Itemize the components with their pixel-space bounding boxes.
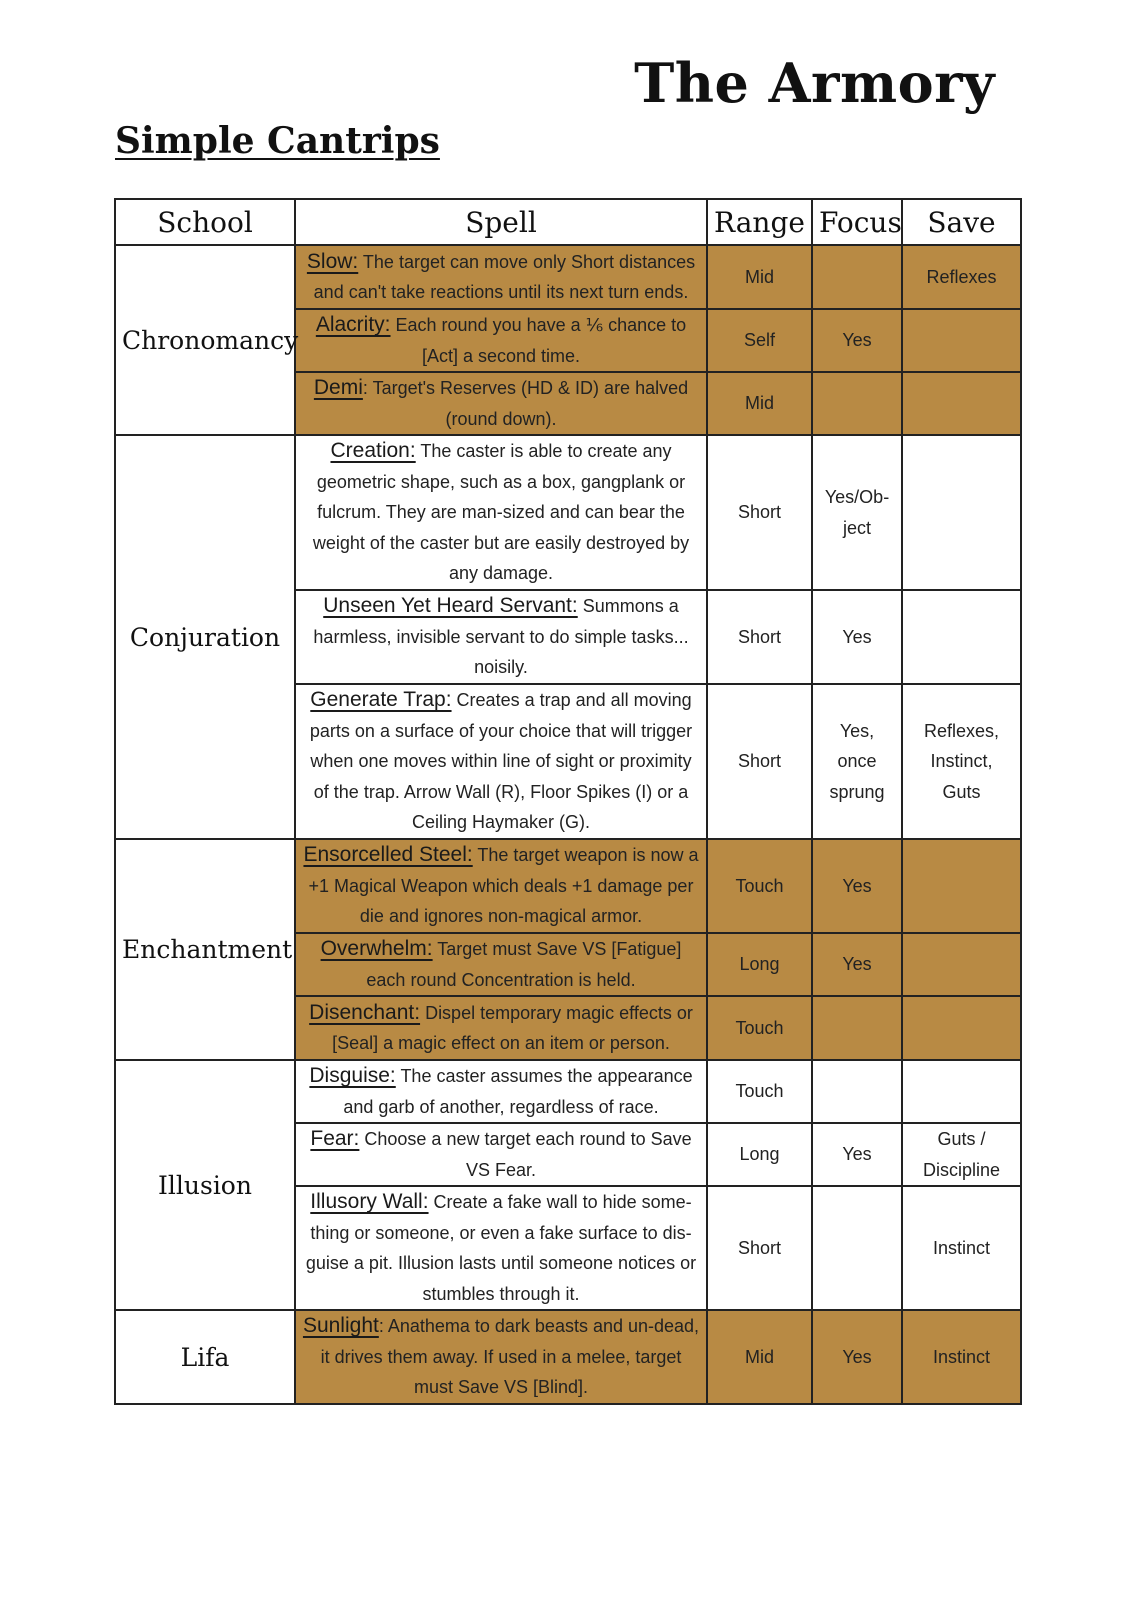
range-cell: Mid <box>707 245 812 309</box>
save-cell: Reflexes, Instinct, Guts <box>902 684 1021 839</box>
range-cell: Long <box>707 1123 812 1186</box>
spell-description: Creates a trap and all moving parts on a surface of your choice that will trigger when one moves within line of sight or proximity of the trap. Arrow Wall (R), Floor Spikes (I) or a Ceiling Haymaker (G). <box>309 690 693 833</box>
save-cell: Instinct <box>902 1310 1021 1404</box>
save-cell <box>902 933 1021 996</box>
spell-name: Disenchant: <box>309 1000 421 1024</box>
range-cell: Short <box>707 1186 812 1310</box>
spell-name: Alacrity: <box>315 313 391 336</box>
focus-cell: Yes <box>812 1123 902 1186</box>
spell-cell <box>295 996 707 1060</box>
spell-cell <box>295 309 707 372</box>
range-cell: Touch <box>707 996 812 1060</box>
focus-cell <box>812 996 902 1060</box>
spell-cell <box>295 839 707 933</box>
focus-cell: Yes, once sprung <box>812 684 902 839</box>
save-cell <box>902 996 1021 1060</box>
spell-description: Each round you have a ⅙ chance to [Act] a second time. <box>390 315 687 366</box>
focus-cell: Yes/Ob-ject <box>812 435 902 590</box>
spell-description: : Target's Reserves (HD & ID) are halved (round down). <box>362 378 689 429</box>
range-cell: Touch <box>707 839 812 933</box>
school-cell-chronomancy: Chronomancy <box>115 245 295 435</box>
spell-description: Choose a new target each round to Save VS Fear. <box>359 1129 692 1180</box>
spell-name: Slow: <box>306 249 359 273</box>
save-cell <box>902 309 1021 372</box>
save-cell: Instinct <box>902 1186 1021 1310</box>
section-title: Simple Cantrips <box>115 120 440 162</box>
spell-name: Illusory Wall: <box>310 1190 429 1213</box>
spell-name: Demi <box>313 376 363 399</box>
table-header-row <box>115 199 1021 245</box>
table-row <box>115 245 1021 309</box>
save-cell <box>902 372 1021 435</box>
table-row <box>115 839 1021 933</box>
range-cell: Self <box>707 309 812 372</box>
spell-cell <box>295 1310 707 1404</box>
cantrips-table <box>114 198 1022 1405</box>
spell-name: Ensorcelled Steel: <box>303 843 473 867</box>
spell-cell <box>295 372 707 435</box>
range-cell: Touch <box>707 1060 812 1123</box>
focus-cell <box>812 245 902 309</box>
spell-description: Summons a harmless, invisible servant to do simple tasks... noisily. <box>313 596 689 678</box>
range-cell: Short <box>707 684 812 839</box>
spell-description: The target weapon is now a +1 Magical Weapon which deals +1 damage per die and ignores non-magical armor. <box>308 845 699 927</box>
spell-cell <box>295 933 707 996</box>
save-cell <box>902 839 1021 933</box>
spell-cell <box>295 684 707 839</box>
spell-cell <box>295 245 707 309</box>
spell-name: Overwhelm: <box>320 937 433 960</box>
focus-cell: Yes <box>812 933 902 996</box>
column-header-range: Range <box>707 199 812 245</box>
save-cell <box>902 1060 1021 1123</box>
spell-description: Create a fake wall to hide some-thing or someone, or even a fake surface to dis-guise a pit. Illusion lasts until someone notices or stumbles through it. <box>305 1192 697 1304</box>
table-row <box>115 1060 1021 1123</box>
spell-name: Fear: <box>310 1127 360 1150</box>
focus-cell <box>812 1060 902 1123</box>
school-cell-illusion: Illusion <box>115 1060 295 1310</box>
spell-name: Sunlight <box>302 1314 379 1338</box>
focus-cell: Yes <box>812 839 902 933</box>
range-cell: Long <box>707 933 812 996</box>
focus-cell: Yes <box>812 590 902 684</box>
column-header-school: School <box>115 199 295 245</box>
spell-description: Dispel temporary magic effects or [Seal] a magic effect on an item or person. <box>332 1002 693 1053</box>
spell-description: : Anathema to dark beasts and un-dead, it drives them away. If used in a melee, target must Save VS [Blind]. <box>320 1316 700 1398</box>
spell-cell <box>295 590 707 684</box>
column-header-focus: Focus <box>812 199 902 245</box>
range-cell: Short <box>707 590 812 684</box>
save-cell: Reflexes <box>902 245 1021 309</box>
spell-cell <box>295 1060 707 1123</box>
table-row <box>115 1310 1021 1404</box>
table-row <box>115 435 1021 590</box>
spell-description: Target must Save VS [Fatigue] each round Concentration is held. <box>366 939 682 990</box>
spell-name: Disguise: <box>309 1064 396 1087</box>
range-cell: Mid <box>707 1310 812 1404</box>
focus-cell: Yes <box>812 1310 902 1404</box>
column-header-save: Save <box>902 199 1021 245</box>
focus-cell <box>812 1186 902 1310</box>
spell-cell <box>295 1186 707 1310</box>
column-header-spell: Spell <box>295 199 707 245</box>
school-cell-conjuration: Conjuration <box>115 435 295 839</box>
page-title: The Armory <box>634 51 995 115</box>
focus-cell <box>812 372 902 435</box>
spell-cell <box>295 1123 707 1186</box>
spell-name: Generate Trap: <box>310 688 452 712</box>
save-cell: Guts / Discipline <box>902 1123 1021 1186</box>
focus-cell: Yes <box>812 309 902 372</box>
save-cell <box>902 590 1021 684</box>
spell-description: The target can move only Short distances and can't take reactions until its next turn ends. <box>313 251 696 302</box>
spell-name: Creation: <box>330 439 416 463</box>
save-cell <box>902 435 1021 590</box>
range-cell: Short <box>707 435 812 590</box>
spell-name: Unseen Yet Heard Servant: <box>323 594 578 618</box>
school-cell-lifa: Lifa <box>115 1310 295 1404</box>
spell-cell <box>295 435 707 590</box>
spell-description: The caster assumes the appearance and garb of another, regardless of race. <box>343 1066 693 1117</box>
spell-description: The caster is able to create any geometric shape, such as a box, gangplank or fulcrum. They are man-sized and can bear the weight of the caster but are easily destroyed by any damage. <box>312 441 690 584</box>
range-cell: Mid <box>707 372 812 435</box>
school-cell-enchantment: Enchantment <box>115 839 295 1060</box>
